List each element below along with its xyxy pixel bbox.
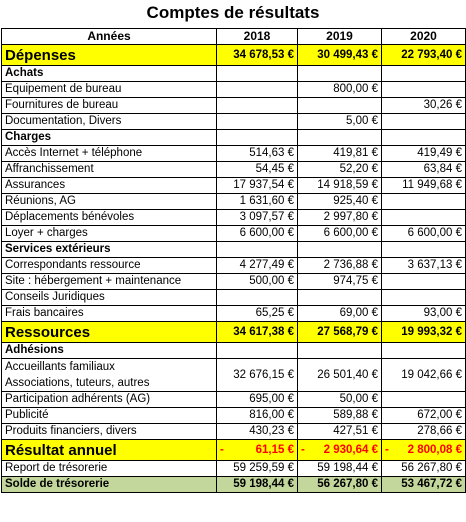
minus-sign: - [220, 443, 224, 456]
value-cell [217, 130, 298, 146]
row-label: Site : hébergement + maintenance [2, 274, 217, 290]
table-row [2, 408, 466, 424]
value-cell: 56 267,80 € [382, 461, 466, 477]
value-cell: 3 097,57 € [217, 210, 298, 226]
value-cell: 30,26 € [382, 98, 466, 114]
table-row [2, 178, 466, 194]
row-label: Produits financiers, divers [2, 424, 217, 440]
value-cell [382, 82, 466, 98]
value-cell: 26 501,40 € [298, 359, 382, 392]
table-row [2, 82, 466, 98]
section-row [2, 66, 466, 82]
row-label: Assurances [2, 178, 217, 194]
row-label: Report de trésorerie [2, 461, 217, 477]
year-header: 2019 [298, 29, 382, 45]
solde-row [2, 477, 466, 493]
value-cell [382, 392, 466, 408]
value-cell: 59 259,59 € [217, 461, 298, 477]
row-label: Conseils Juridiques [2, 290, 217, 306]
table-row [2, 306, 466, 322]
row-label-line: Accueillants familiaux [5, 361, 115, 373]
ressources-total-row [2, 322, 466, 343]
value-cell [298, 98, 382, 114]
row-label-line: Associations, tuteurs, autres [5, 377, 150, 389]
value-cell [217, 290, 298, 306]
value-cell: 6 600,00 € [298, 226, 382, 242]
table-row [2, 392, 466, 408]
total-label: Solde de trésorerie [2, 477, 217, 493]
value-cell [217, 82, 298, 98]
row-label: Equipement de bureau [2, 82, 217, 98]
value-cell: 589,88 € [298, 408, 382, 424]
table-row [2, 194, 466, 210]
value-cell: 32 676,15 € [217, 359, 298, 392]
header-label: Années [2, 29, 217, 45]
row-label: Loyer + charges [2, 226, 217, 242]
value-cell: 427,51 € [298, 424, 382, 440]
value-cell: 430,23 € [217, 424, 298, 440]
value-cell: 6 600,00 € [217, 226, 298, 242]
depenses-total-row [2, 45, 466, 66]
section-label: Services extérieurs [2, 242, 217, 258]
value-cell: 34 678,53 € [217, 45, 298, 66]
value-cell: 27 568,79 € [298, 322, 382, 343]
value-cell [382, 242, 466, 258]
row-label: Publicité [2, 408, 217, 424]
value-cell: 4 277,49 € [217, 258, 298, 274]
row-label: Accès Internet + téléphone [2, 146, 217, 162]
value-cell: 800,00 € [298, 82, 382, 98]
report-row [2, 461, 466, 477]
row-label [2, 359, 217, 392]
value-cell [298, 130, 382, 146]
value-cell [298, 66, 382, 82]
row-label: Affranchissement [2, 162, 217, 178]
value-cell [217, 114, 298, 130]
value-cell [382, 210, 466, 226]
row-label: Frais bancaires [2, 306, 217, 322]
section-label: Adhésions [2, 343, 217, 359]
value-cell: 2 997,80 € [298, 210, 382, 226]
section-row [2, 130, 466, 146]
value-cell: 69,00 € [298, 306, 382, 322]
value-cell: 11 949,68 € [382, 178, 466, 194]
value-cell: 419,49 € [382, 146, 466, 162]
row-label: Réunions, AG [2, 194, 217, 210]
value-cell: 63,84 € [382, 162, 466, 178]
minus-sign: - [301, 443, 305, 456]
value-cell: 278,66 € [382, 424, 466, 440]
table-row [2, 114, 466, 130]
value-cell: 54,45 € [217, 162, 298, 178]
table-row [2, 258, 466, 274]
value-cell [217, 343, 298, 359]
table-row [2, 424, 466, 440]
value-cell: 974,75 € [298, 274, 382, 290]
year-header: 2018 [217, 29, 298, 45]
section-label: Charges [2, 130, 217, 146]
year-header: 2020 [382, 29, 466, 45]
value-cell: 50,00 € [298, 392, 382, 408]
value-cell: 514,63 € [217, 146, 298, 162]
table-row [2, 98, 466, 114]
value-cell: 3 637,13 € [382, 258, 466, 274]
table-row [2, 290, 466, 306]
value-cell [217, 98, 298, 114]
table-row [2, 210, 466, 226]
value-cell: 93,00 € [382, 306, 466, 322]
table-row [2, 274, 466, 290]
table-row [2, 162, 466, 178]
resultat-row [2, 440, 466, 461]
value-cell: 6 600,00 € [382, 226, 466, 242]
section-row [2, 242, 466, 258]
table-row [2, 146, 466, 162]
row-label: Correspondants ressource [2, 258, 217, 274]
value-cell [382, 194, 466, 210]
section-label: Achats [2, 66, 217, 82]
table-row [2, 359, 466, 392]
value-cell: 816,00 € [217, 408, 298, 424]
value-cell [382, 274, 466, 290]
value-cell: 65,25 € [217, 306, 298, 322]
value-cell: 19 042,66 € [382, 359, 466, 392]
value-cell [382, 114, 466, 130]
row-label: Déplacements bénévoles [2, 210, 217, 226]
value-cell: 672,00 € [382, 408, 466, 424]
total-label: Dépenses [2, 45, 217, 66]
value-cell: 19 993,32 € [382, 322, 466, 343]
value-cell [382, 290, 466, 306]
total-label: Résultat annuel [2, 440, 217, 461]
value-cell [298, 242, 382, 258]
minus-sign: - [385, 443, 389, 456]
value-cell [298, 290, 382, 306]
value-cell [217, 242, 298, 258]
value-cell: 53 467,72 € [382, 477, 466, 493]
value-cell: 59 198,44 € [217, 477, 298, 493]
value-cell: 52,20 € [298, 162, 382, 178]
value-cell: 17 937,54 € [217, 178, 298, 194]
page-title: Comptes de résultats [146, 3, 320, 22]
results-table [1, 28, 466, 493]
value-cell [382, 440, 466, 461]
value-cell [382, 130, 466, 146]
value-cell: 56 267,80 € [298, 477, 382, 493]
row-label: Fournitures de bureau [2, 98, 217, 114]
value-cell: 30 499,43 € [298, 45, 382, 66]
value-text: 2 930,64 € [323, 443, 378, 456]
value-cell [217, 66, 298, 82]
value-cell: 5,00 € [298, 114, 382, 130]
value-cell: 34 617,38 € [217, 322, 298, 343]
value-cell: 59 198,44 € [298, 461, 382, 477]
value-text: 61,15 € [255, 443, 294, 456]
row-label: Participation adhérents (AG) [2, 392, 217, 408]
section-row [2, 343, 466, 359]
value-cell [382, 343, 466, 359]
table-row [2, 226, 466, 242]
value-cell: 925,40 € [298, 194, 382, 210]
value-text: 2 800,08 € [407, 443, 462, 456]
value-cell: 695,00 € [217, 392, 298, 408]
row-label: Documentation, Divers [2, 114, 217, 130]
value-cell [298, 343, 382, 359]
total-label: Ressources [2, 322, 217, 343]
value-cell: 22 793,40 € [382, 45, 466, 66]
value-cell [217, 440, 298, 461]
value-cell: 2 736,88 € [298, 258, 382, 274]
value-cell [382, 66, 466, 82]
value-cell: 14 918,59 € [298, 178, 382, 194]
value-cell: 1 631,60 € [217, 194, 298, 210]
value-cell: 419,81 € [298, 146, 382, 162]
header-row [2, 29, 466, 45]
value-cell: 500,00 € [217, 274, 298, 290]
value-cell [298, 440, 382, 461]
